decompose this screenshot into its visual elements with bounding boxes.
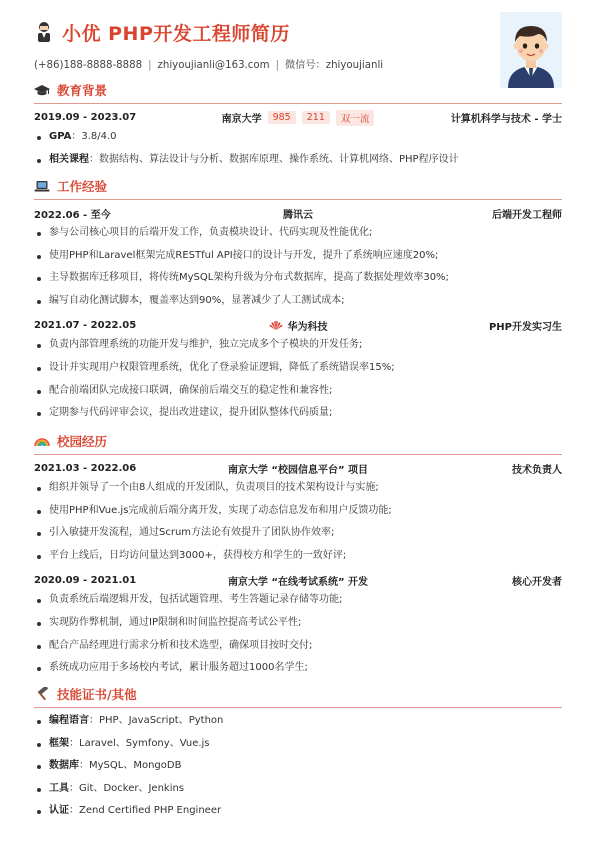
skills-title: 技能证书/其他 [57, 687, 137, 702]
list-item: 使用PHP和Vue.js完成前后端分离开发，实现了动态信息发布和用户反馈功能; [34, 500, 562, 523]
section-divider [34, 707, 562, 708]
list-item: 参与公司核心项目的后端开发工作，负责模块设计、代码实现及性能优化; [34, 222, 562, 245]
company-name: 腾讯云 [283, 210, 313, 221]
list-item: 配合前端团队完成接口联调，确保前后端交互的稳定性和兼容性; [34, 380, 562, 403]
entry-date: 2021.03 - 2022.06 [34, 463, 137, 474]
skills-section [34, 684, 562, 823]
list-item: 主导数据库迁移项目，将传统MySQL架构升级为分布式数据库，提高了数据处理效率30%; [34, 267, 562, 290]
work-title: 工作经验 [57, 179, 108, 194]
list-item: 编程语言：PHP、JavaScript、Python [34, 710, 562, 733]
list-item: 负责系统后端逻辑开发，包括试题管理、考生答题记录存储等功能; [34, 589, 562, 612]
job-list [34, 222, 562, 312]
contact-line [34, 56, 474, 71]
person-icon [34, 21, 54, 43]
resume-header [34, 18, 474, 71]
project-role: 核心开发者 [512, 577, 562, 589]
list-item: 框架：Laravel、Symfony、Vue.js [34, 733, 562, 756]
list-item: 配合产品经理进行需求分析和技术选型，确保项目按时交付; [34, 635, 562, 658]
education-section [34, 80, 562, 171]
job-entry-header [34, 205, 562, 222]
school-name: 南京大学 [221, 114, 262, 125]
wechat-label: 微信号： [285, 60, 326, 71]
education-entry-header [34, 109, 562, 126]
job-entry-header [34, 317, 562, 334]
tag-badge: 双一流 [336, 110, 375, 126]
list-item: 系统成功应用于多场校内考试，累计服务超过1000名学生; [34, 657, 562, 680]
project-name: 南京大学 “校园信息平台” 项目 [227, 465, 369, 476]
list-item: 平台上线后，日均访问量达到3000+，获得校方和学生的一致好评; [34, 545, 562, 568]
company-name: 华为科技 [287, 322, 328, 334]
major-text: 计算机科学与技术 - 学士 [450, 114, 562, 125]
section-divider [34, 454, 562, 455]
entry-date: 2019.09 - 2023.07 [34, 112, 137, 123]
work-section [34, 176, 562, 425]
campus-entry-header [34, 572, 562, 589]
list-item: GPA：3.8/4.0 [34, 126, 562, 149]
separator: | [148, 60, 152, 71]
list-item: 认证：Zend Certified PHP Engineer [34, 800, 562, 823]
section-divider [34, 103, 562, 104]
tag-badge: 211 [302, 111, 330, 124]
tag-badge: 985 [268, 111, 296, 124]
entry-date: 2020.09 - 2021.01 [34, 575, 137, 587]
page-title: 小优 PHP开发工程师简历 [62, 22, 290, 45]
job-role: PHP开发实习生 [488, 322, 562, 334]
list-item: 定期参与代码评审会议，提出改进建议，提升团队整体代码质量; [34, 402, 562, 425]
separator: | [275, 60, 279, 71]
list-item: 负责内部管理系统的功能开发与维护，独立完成多个子模块的开发任务; [34, 334, 562, 357]
skills-list [34, 710, 562, 823]
job-list [34, 334, 562, 424]
list-item: 数据库：MySQL、MongoDB [34, 755, 562, 778]
campus-section [34, 431, 562, 680]
campus-list [34, 477, 562, 567]
entry-date: 2022.06 - 至今 [34, 210, 111, 221]
hammer-icon [34, 687, 50, 701]
section-divider [34, 199, 562, 200]
email-text: zhiyoujianli@163.com [157, 60, 270, 71]
job-role: 后端开发工程师 [492, 210, 562, 221]
list-item: 编写自动化测试脚本，覆盖率达到90%，显著减少了人工测试成本; [34, 290, 562, 313]
huawei-logo-icon [269, 320, 283, 331]
campus-title: 校园经历 [57, 434, 108, 449]
project-name: 南京大学 “在线考试系统” 开发 [227, 577, 369, 589]
list-item: 组织并领导了一个由8人组成的开发团队，负责项目的技术架构设计与实施; [34, 477, 562, 500]
list-item: 实现防作弊机制，通过IP限制和时间监控提高考试公平性; [34, 612, 562, 635]
campus-entry-header [34, 460, 562, 477]
list-item: 工具：Git、Docker、Jenkins [34, 778, 562, 801]
campus-list [34, 589, 562, 679]
phone-text: (+86)188-8888-8888 [34, 60, 143, 71]
list-item: 使用PHP和Laravel框架完成RESTful API接口的设计与开发，提升了系统响应速度20%; [34, 245, 562, 268]
graduation-cap-icon [34, 83, 50, 97]
rainbow-icon [34, 434, 50, 448]
project-role: 技术负责人 [512, 465, 562, 476]
entry-date: 2021.07 - 2022.05 [34, 320, 137, 332]
list-item: 设计并实现用户权限管理系统，优化了登录验证逻辑，降低了系统错误率15%; [34, 357, 562, 380]
education-title: 教育背景 [57, 83, 108, 98]
education-list [34, 126, 562, 171]
avatar [500, 12, 562, 88]
laptop-icon [34, 179, 50, 193]
wechat-text: zhiyoujianli [325, 60, 384, 71]
list-item: 相关课程：数据结构、算法设计与分析、数据库原理、操作系统、计算机网络、PHP程序设计 [34, 149, 562, 172]
list-item: 引入敏捷开发流程，通过Scrum方法论有效提升了团队协作效率; [34, 522, 562, 545]
